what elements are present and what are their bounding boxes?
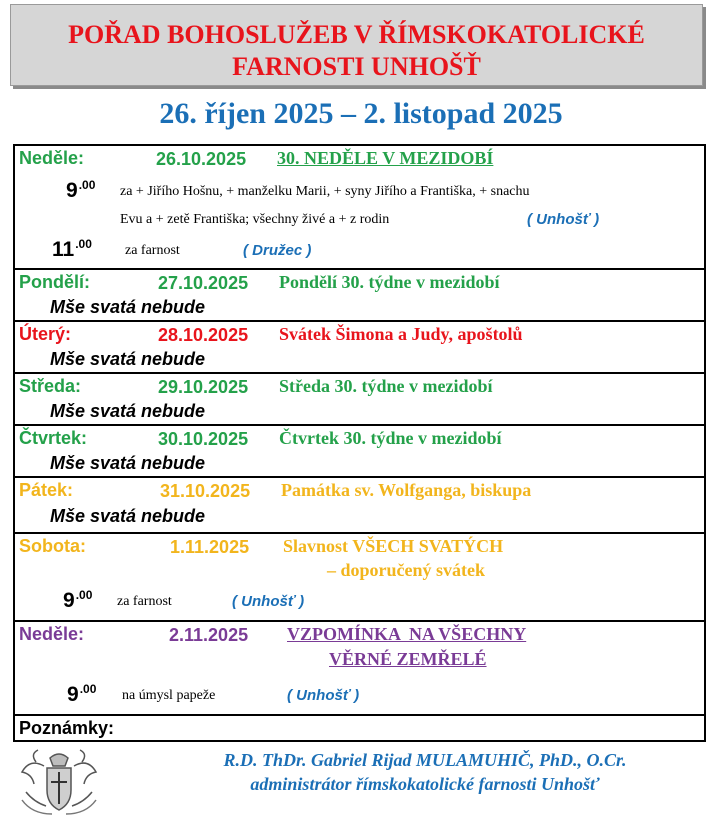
day-section-friday [15, 478, 704, 534]
mass-time: $9^{.00}$ [66, 178, 96, 202]
coat-of-arms-icon [14, 748, 104, 816]
mass-intention: za + Jiřího Hošnu, + manželku Marii, + syny Jiřího a Františka, + snachu [120, 184, 530, 199]
feast-name: Památka sv. Wolfganga, biskupa [281, 480, 532, 500]
no-mass-note: Mše svatá nebude [50, 453, 206, 473]
mass-place: ( Unhošť ) [287, 687, 360, 704]
day-section-wednesday [15, 374, 704, 426]
title-line-2: FARNOSTI UNHOŠŤ [232, 52, 481, 81]
mass-place: ( Družec ) [243, 242, 312, 259]
day-section-thursday [15, 426, 704, 478]
feast-subtitle: VĚRNÉ ZEMŘELÉ [329, 649, 487, 669]
mass-time: $9^{.00}$ [63, 588, 93, 612]
mass-time: $9^{.00}$ [67, 682, 97, 706]
day-section-saturday [15, 534, 704, 622]
mass-time: $11^{.00}$ [52, 237, 92, 261]
signature-name: R.D. ThDr. Gabriel Rijad MULAMUHIČ, PhD., O.Cr. [223, 750, 627, 770]
schedule-table [13, 144, 706, 742]
feast-name: Pondělí 30. týdne v mezidobí [279, 272, 500, 292]
feast-name: Svátek Šimona a Judy, apoštolů [279, 324, 523, 344]
day-name: Pátek: [19, 480, 74, 500]
day-name: Neděle: [19, 148, 85, 168]
mass-intention: za farnost [117, 594, 172, 609]
day-name: Neděle: [19, 624, 85, 644]
mass-place: ( Unhošť ) [527, 211, 600, 228]
day-name: Pondělí: [19, 272, 90, 292]
feast-name: 30. NEDĚLE V MEZIDOBÍ [277, 148, 494, 168]
signature [140, 748, 710, 796]
day-name: Středa: [19, 376, 82, 396]
day-date: 27.10.2025 [158, 273, 249, 293]
title-line-1: POŘAD BOHOSLUŽEB V ŘÍMSKOKATOLICKÉ [68, 20, 645, 49]
day-date: 1.11.2025 [170, 537, 250, 557]
no-mass-note: Mše svatá nebude [50, 506, 206, 526]
day-date: 30.10.2025 [158, 429, 249, 449]
day-date: 29.10.2025 [158, 377, 249, 397]
day-section-tuesday [15, 322, 704, 374]
feast-name: Středa 30. týdne v mezidobí [279, 376, 493, 396]
notes-section [15, 716, 704, 742]
mass-place: ( Unhošť ) [232, 593, 305, 610]
signature-role: administrátor římskokatolické farnosti Unhošť [250, 774, 600, 794]
day-date: 31.10.2025 [160, 481, 251, 501]
day-date: 28.10.2025 [158, 325, 249, 345]
mass-intention: za farnost [125, 243, 180, 258]
day-section-sunday-2 [15, 622, 704, 716]
day-date: 26.10.2025 [156, 149, 247, 169]
feast-name: VZPOMÍNKA NA VŠECHNY [287, 624, 527, 644]
feast-name: Slavnost VŠECH SVATÝCH [283, 536, 504, 556]
day-section-monday [15, 270, 704, 322]
mass-intention-cont: Evu a + zetě Františka; všechny živé a + z rodin [120, 212, 390, 227]
page-title [11, 19, 702, 83]
day-date: 2.11.2025 [169, 625, 249, 645]
feast-subtitle: – doporučený svátek [327, 560, 486, 580]
notes-label: Poznámky: [19, 718, 115, 738]
no-mass-note: Mše svatá nebude [50, 297, 206, 317]
date-range: 26. říjen 2025 – 2. listopad 2025 [159, 97, 563, 130]
header-banner [10, 4, 703, 86]
no-mass-note: Mše svatá nebude [50, 349, 206, 369]
feast-name: Čtvrtek 30. týdne v mezidobí [279, 428, 502, 448]
day-name: Úterý: [19, 324, 72, 344]
day-section-sunday-26 [15, 146, 704, 270]
no-mass-note: Mše svatá nebude [50, 401, 206, 421]
mass-intention: na úmysl papeže [122, 688, 216, 703]
day-name: Čtvrtek: [19, 428, 88, 448]
day-name: Sobota: [19, 536, 86, 556]
